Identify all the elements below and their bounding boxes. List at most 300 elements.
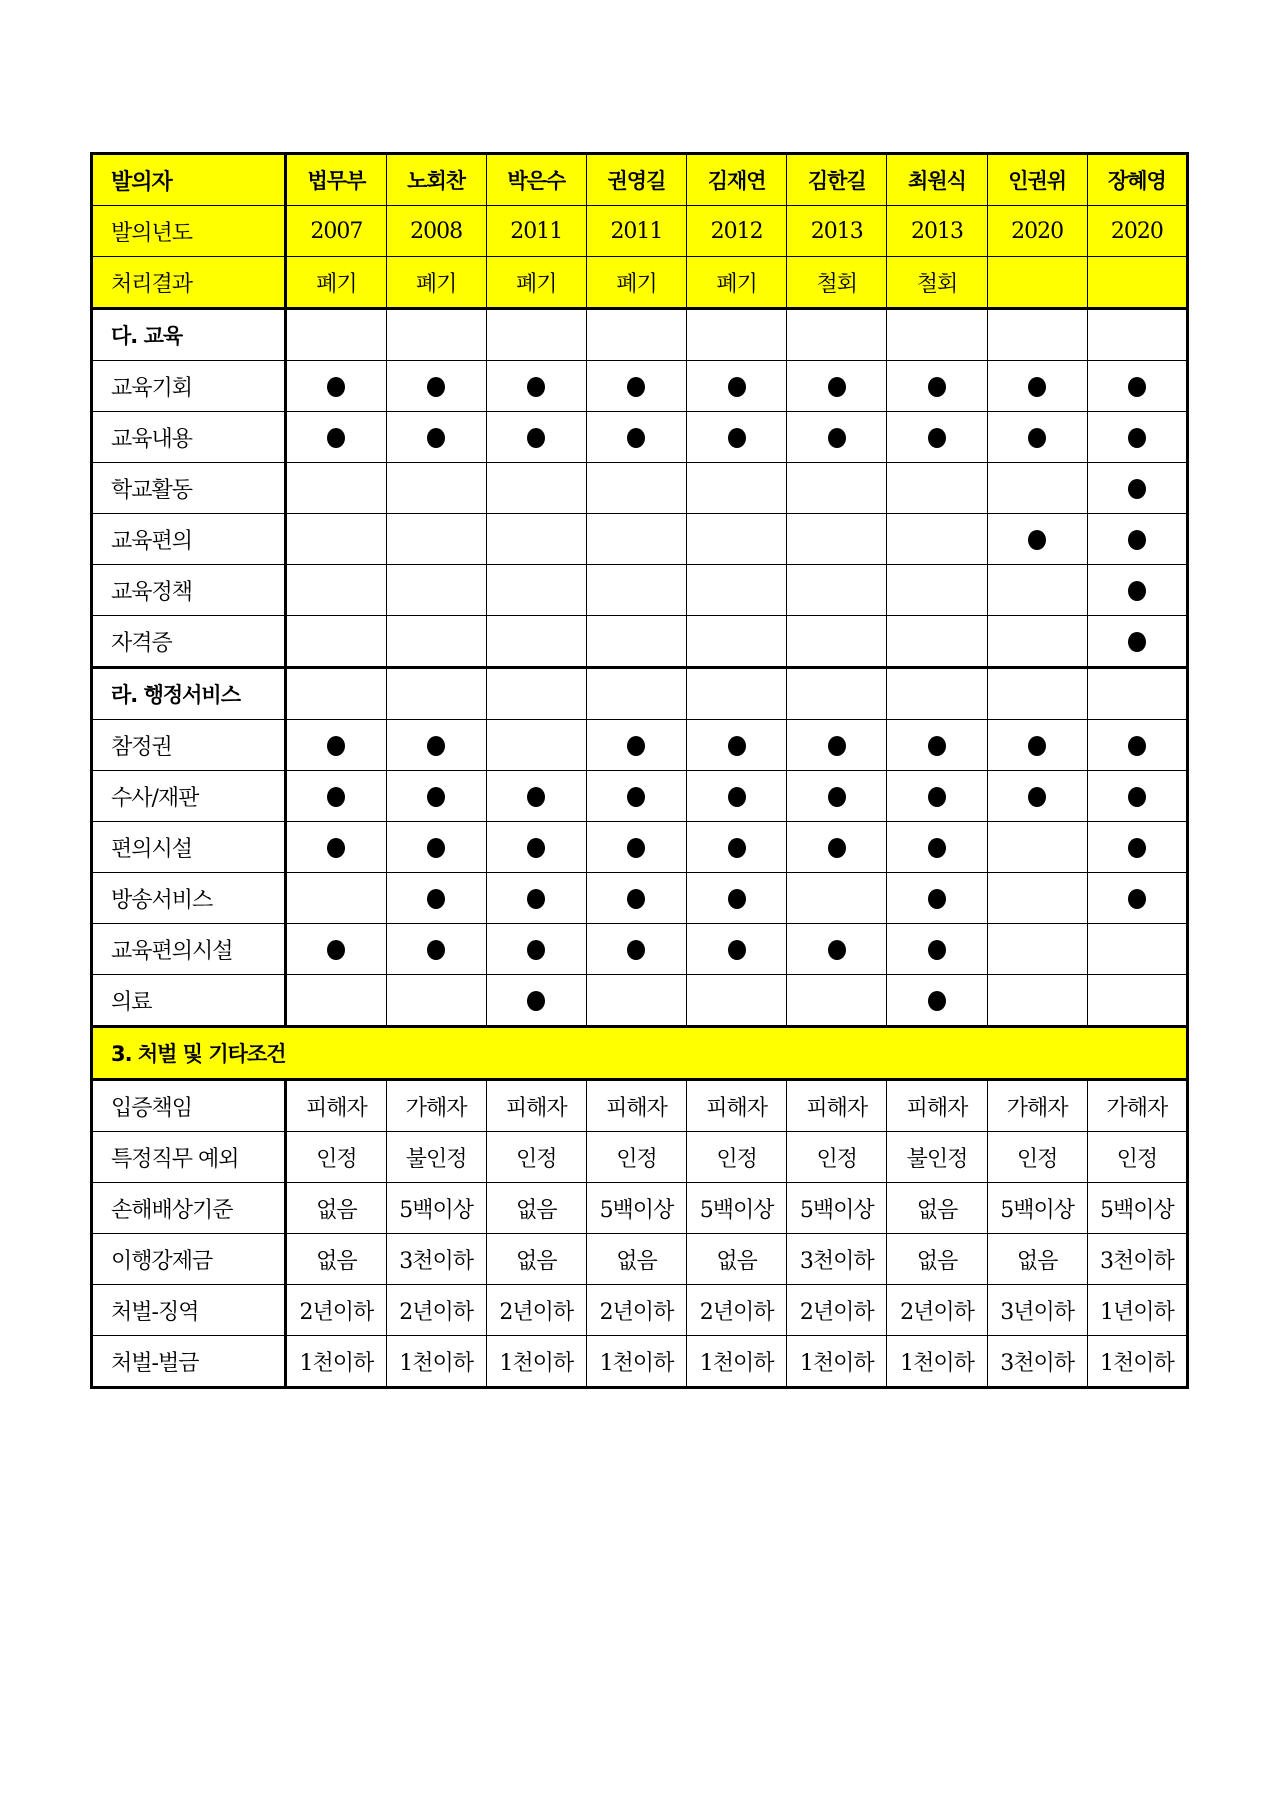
filled-circle-icon [327, 787, 345, 807]
mark-cell [586, 873, 686, 924]
row-label: 교육기회 [92, 361, 286, 412]
year-cell: 2011 [586, 206, 686, 257]
mark-cell [687, 361, 787, 412]
mark-cell [286, 873, 386, 924]
year-cell: 2013 [787, 206, 887, 257]
mark-cell [586, 412, 686, 463]
mark-cell [887, 361, 987, 412]
table-row [92, 1183, 1188, 1234]
mark-cell [687, 975, 787, 1027]
mark-cell [486, 463, 586, 514]
year-cell: 2007 [286, 206, 386, 257]
filled-circle-icon [1028, 377, 1046, 397]
table-row [92, 1285, 1188, 1336]
mark-cell [887, 771, 987, 822]
filled-circle-icon [327, 377, 345, 397]
table-row [92, 412, 1188, 463]
value-cell: 5백이상 [1087, 1183, 1187, 1234]
filled-circle-icon [828, 838, 846, 858]
mark-cell [787, 616, 887, 668]
mark-cell [486, 771, 586, 822]
filled-circle-icon [728, 736, 746, 756]
value-cell: 1천이하 [586, 1336, 686, 1388]
filled-circle-icon [327, 736, 345, 756]
mark-cell [787, 514, 887, 565]
value-cell: 불인정 [386, 1132, 486, 1183]
filled-circle-icon [627, 736, 645, 756]
mark-cell [987, 975, 1087, 1027]
mark-cell [486, 873, 586, 924]
filled-circle-icon [928, 428, 946, 448]
mark-cell [286, 565, 386, 616]
table-row [92, 565, 1188, 616]
mark-cell [1087, 975, 1187, 1027]
mark-cell [486, 616, 586, 668]
mark-cell [386, 463, 486, 514]
mark-cell [1087, 412, 1187, 463]
section-title: 다. 교육 [92, 309, 286, 361]
mark-cell [1087, 565, 1187, 616]
table-row [92, 873, 1188, 924]
filled-circle-icon [427, 838, 445, 858]
row-label: 교육정책 [92, 565, 286, 616]
mark-cell [987, 720, 1087, 771]
table-row [92, 771, 1188, 822]
filled-circle-icon [1128, 428, 1146, 448]
result-cell: 철회 [887, 257, 987, 309]
result-cell: 폐기 [286, 257, 386, 309]
mark-cell [787, 720, 887, 771]
value-cell: 3천이하 [1087, 1234, 1187, 1285]
column-header: 김한길 [787, 154, 887, 206]
value-cell: 3천이하 [386, 1234, 486, 1285]
value-cell: 가해자 [386, 1080, 486, 1132]
filled-circle-icon [728, 940, 746, 960]
value-cell: 5백이상 [687, 1183, 787, 1234]
value-cell: 1천이하 [787, 1336, 887, 1388]
filled-circle-icon [527, 940, 545, 960]
value-cell: 없음 [286, 1234, 386, 1285]
mark-cell [386, 412, 486, 463]
value-cell: 없음 [586, 1234, 686, 1285]
value-cell: 인정 [687, 1132, 787, 1183]
mark-cell [386, 720, 486, 771]
table-row [92, 616, 1188, 668]
mark-cell [887, 924, 987, 975]
section-title: 라. 행정서비스 [92, 668, 286, 720]
value-cell: 없음 [987, 1234, 1087, 1285]
value-cell: 인정 [486, 1132, 586, 1183]
value-cell: 5백이상 [987, 1183, 1087, 1234]
mark-cell [687, 771, 787, 822]
filled-circle-icon [728, 838, 746, 858]
mark-cell [286, 616, 386, 668]
mark-cell [386, 822, 486, 873]
value-cell: 인정 [586, 1132, 686, 1183]
empty-cell [1087, 309, 1187, 361]
value-cell: 없음 [486, 1234, 586, 1285]
row-label: 손해배상기준 [92, 1183, 286, 1234]
value-cell: 2년이하 [486, 1285, 586, 1336]
value-cell: 가해자 [1087, 1080, 1187, 1132]
mark-cell [486, 412, 586, 463]
filled-circle-icon [627, 428, 645, 448]
filled-circle-icon [1128, 530, 1146, 550]
filled-circle-icon [327, 428, 345, 448]
mark-cell [586, 565, 686, 616]
value-cell: 인정 [1087, 1132, 1187, 1183]
value-cell: 가해자 [987, 1080, 1087, 1132]
mark-cell [1087, 924, 1187, 975]
empty-cell [787, 668, 887, 720]
row-label: 학교활동 [92, 463, 286, 514]
table-row [92, 1336, 1188, 1388]
mark-cell [887, 463, 987, 514]
mark-cell [1087, 720, 1187, 771]
mark-cell [286, 361, 386, 412]
mark-cell [887, 565, 987, 616]
mark-cell [987, 361, 1087, 412]
mark-cell [687, 924, 787, 975]
empty-cell [687, 309, 787, 361]
value-cell: 피해자 [687, 1080, 787, 1132]
filled-circle-icon [527, 991, 545, 1011]
row-label: 이행강제금 [92, 1234, 286, 1285]
filled-circle-icon [627, 377, 645, 397]
mark-cell [586, 975, 686, 1027]
table-row [92, 822, 1188, 873]
mark-cell [286, 924, 386, 975]
table-row [92, 514, 1188, 565]
value-cell: 1천이하 [687, 1336, 787, 1388]
value-cell: 2년이하 [687, 1285, 787, 1336]
filled-circle-icon [1128, 787, 1146, 807]
mark-cell [687, 720, 787, 771]
value-cell: 2년이하 [286, 1285, 386, 1336]
value-cell: 없음 [887, 1183, 987, 1234]
filled-circle-icon [828, 736, 846, 756]
filled-circle-icon [1028, 530, 1046, 550]
empty-cell [386, 309, 486, 361]
mark-cell [486, 361, 586, 412]
mark-cell [286, 514, 386, 565]
year-label: 발의년도 [92, 206, 286, 257]
mark-cell [586, 616, 686, 668]
row-label: 교육내용 [92, 412, 286, 463]
filled-circle-icon [828, 787, 846, 807]
document-page [90, 152, 1189, 1389]
value-cell: 1천이하 [286, 1336, 386, 1388]
value-cell: 5백이상 [586, 1183, 686, 1234]
mark-cell [887, 720, 987, 771]
value-cell: 3천이하 [987, 1336, 1087, 1388]
mark-cell [1087, 463, 1187, 514]
filled-circle-icon [327, 838, 345, 858]
year-cell: 2011 [486, 206, 586, 257]
mark-cell [987, 514, 1087, 565]
mark-cell [987, 565, 1087, 616]
mark-cell [286, 720, 386, 771]
value-cell: 3년이하 [987, 1285, 1087, 1336]
mark-cell [987, 924, 1087, 975]
result-label: 처리결과 [92, 257, 286, 309]
year-cell: 2020 [987, 206, 1087, 257]
mark-cell [386, 873, 486, 924]
row-label: 입증책임 [92, 1080, 286, 1132]
column-header: 법무부 [286, 154, 386, 206]
value-cell: 없음 [286, 1183, 386, 1234]
filled-circle-icon [928, 377, 946, 397]
mark-cell [486, 720, 586, 771]
filled-circle-icon [928, 736, 946, 756]
filled-circle-icon [527, 428, 545, 448]
year-row [92, 206, 1188, 257]
table-row [92, 975, 1188, 1027]
value-cell: 1천이하 [386, 1336, 486, 1388]
mark-cell [687, 873, 787, 924]
mark-cell [286, 463, 386, 514]
mark-cell [787, 873, 887, 924]
result-cell: 폐기 [486, 257, 586, 309]
row-label: 처벌-징역 [92, 1285, 286, 1336]
year-cell: 2020 [1087, 206, 1187, 257]
mark-cell [386, 616, 486, 668]
row-label: 교육편의 [92, 514, 286, 565]
filled-circle-icon [728, 787, 746, 807]
column-header: 박은수 [486, 154, 586, 206]
filled-circle-icon [928, 940, 946, 960]
mark-cell [687, 616, 787, 668]
value-cell: 피해자 [787, 1080, 887, 1132]
mark-cell [887, 412, 987, 463]
mark-cell [987, 412, 1087, 463]
filled-circle-icon [1128, 632, 1146, 652]
value-cell: 1천이하 [486, 1336, 586, 1388]
filled-circle-icon [1128, 377, 1146, 397]
header-label: 발의자 [92, 154, 286, 206]
mark-cell [1087, 616, 1187, 668]
filled-circle-icon [928, 991, 946, 1011]
value-cell: 피해자 [586, 1080, 686, 1132]
row-label: 교육편의시설 [92, 924, 286, 975]
value-cell: 1년이하 [1087, 1285, 1187, 1336]
table-row [92, 1132, 1188, 1183]
table-row [92, 1080, 1188, 1132]
value-cell: 1천이하 [887, 1336, 987, 1388]
value-cell: 없음 [887, 1234, 987, 1285]
filled-circle-icon [427, 428, 445, 448]
mark-cell [687, 514, 787, 565]
mark-cell [1087, 771, 1187, 822]
value-cell: 없음 [687, 1234, 787, 1285]
value-cell: 인정 [987, 1132, 1087, 1183]
mark-cell [887, 873, 987, 924]
mark-cell [787, 463, 887, 514]
mark-cell [586, 822, 686, 873]
mark-cell [486, 975, 586, 1027]
year-cell: 2012 [687, 206, 787, 257]
mark-cell [1087, 873, 1187, 924]
mark-cell [586, 361, 686, 412]
mark-cell [486, 822, 586, 873]
filled-circle-icon [828, 940, 846, 960]
section-row-education [92, 309, 1188, 361]
filled-circle-icon [1128, 736, 1146, 756]
mark-cell [687, 463, 787, 514]
empty-cell [486, 309, 586, 361]
mark-cell [1087, 822, 1187, 873]
value-cell: 피해자 [887, 1080, 987, 1132]
filled-circle-icon [1128, 479, 1146, 499]
section-row-penalty [92, 1027, 1188, 1080]
year-cell: 2013 [887, 206, 987, 257]
mark-cell [1087, 361, 1187, 412]
filled-circle-icon [728, 428, 746, 448]
mark-cell [787, 771, 887, 822]
empty-cell [787, 309, 887, 361]
filled-circle-icon [527, 377, 545, 397]
column-header: 권영길 [586, 154, 686, 206]
row-label: 참정권 [92, 720, 286, 771]
row-label: 수사/재판 [92, 771, 286, 822]
empty-cell [486, 668, 586, 720]
empty-cell [286, 309, 386, 361]
filled-circle-icon [627, 787, 645, 807]
value-cell: 없음 [486, 1183, 586, 1234]
filled-circle-icon [1028, 428, 1046, 448]
filled-circle-icon [1028, 787, 1046, 807]
table-row [92, 924, 1188, 975]
mark-cell [787, 975, 887, 1027]
mark-cell [787, 412, 887, 463]
mark-cell [386, 361, 486, 412]
row-label: 특정직무 예외 [92, 1132, 286, 1183]
mark-cell [286, 975, 386, 1027]
row-label: 편의시설 [92, 822, 286, 873]
column-header: 김재연 [687, 154, 787, 206]
mark-cell [787, 565, 887, 616]
section-row-admin [92, 668, 1188, 720]
row-label: 처벌-벌금 [92, 1336, 286, 1388]
mark-cell [887, 616, 987, 668]
result-cell [987, 257, 1087, 309]
empty-cell [987, 309, 1087, 361]
mark-cell [586, 771, 686, 822]
mark-cell [687, 412, 787, 463]
filled-circle-icon [828, 377, 846, 397]
filled-circle-icon [728, 889, 746, 909]
mark-cell [386, 975, 486, 1027]
filled-circle-icon [627, 889, 645, 909]
column-header: 최원식 [887, 154, 987, 206]
filled-circle-icon [427, 736, 445, 756]
row-label: 의료 [92, 975, 286, 1027]
value-cell: 5백이상 [787, 1183, 887, 1234]
filled-circle-icon [627, 838, 645, 858]
filled-circle-icon [1128, 838, 1146, 858]
row-label: 자격증 [92, 616, 286, 668]
filled-circle-icon [527, 787, 545, 807]
mark-cell [486, 514, 586, 565]
empty-cell [386, 668, 486, 720]
mark-cell [687, 565, 787, 616]
bill-comparison-table [90, 152, 1189, 1389]
mark-cell [386, 771, 486, 822]
value-cell: 5백이상 [386, 1183, 486, 1234]
filled-circle-icon [828, 428, 846, 448]
result-row [92, 257, 1188, 309]
filled-circle-icon [527, 889, 545, 909]
filled-circle-icon [627, 940, 645, 960]
value-cell: 불인정 [887, 1132, 987, 1183]
empty-cell [586, 309, 686, 361]
column-header: 장혜영 [1087, 154, 1187, 206]
mark-cell [887, 975, 987, 1027]
empty-cell [1087, 668, 1187, 720]
mark-cell [586, 514, 686, 565]
value-cell: 2년이하 [586, 1285, 686, 1336]
mark-cell [386, 924, 486, 975]
empty-cell [987, 668, 1087, 720]
value-cell: 2년이하 [787, 1285, 887, 1336]
result-cell: 폐기 [386, 257, 486, 309]
result-cell: 철회 [787, 257, 887, 309]
filled-circle-icon [928, 889, 946, 909]
value-cell: 1천이하 [1087, 1336, 1187, 1388]
result-cell: 폐기 [586, 257, 686, 309]
filled-circle-icon [527, 838, 545, 858]
empty-cell [286, 668, 386, 720]
mark-cell [286, 412, 386, 463]
mark-cell [286, 822, 386, 873]
mark-cell [987, 822, 1087, 873]
result-cell [1087, 257, 1187, 309]
empty-cell [687, 668, 787, 720]
filled-circle-icon [427, 940, 445, 960]
header-row [92, 154, 1188, 206]
mark-cell [386, 565, 486, 616]
row-label: 방송서비스 [92, 873, 286, 924]
filled-circle-icon [928, 838, 946, 858]
filled-circle-icon [427, 377, 445, 397]
mark-cell [386, 514, 486, 565]
value-cell: 2년이하 [386, 1285, 486, 1336]
mark-cell [1087, 514, 1187, 565]
empty-cell [887, 668, 987, 720]
filled-circle-icon [1128, 889, 1146, 909]
filled-circle-icon [1028, 736, 1046, 756]
empty-cell [586, 668, 686, 720]
filled-circle-icon [928, 787, 946, 807]
mark-cell [987, 771, 1087, 822]
filled-circle-icon [1128, 581, 1146, 601]
value-cell: 인정 [286, 1132, 386, 1183]
mark-cell [787, 924, 887, 975]
mark-cell [987, 873, 1087, 924]
filled-circle-icon [728, 377, 746, 397]
year-cell: 2008 [386, 206, 486, 257]
mark-cell [586, 720, 686, 771]
mark-cell [687, 822, 787, 873]
mark-cell [586, 463, 686, 514]
value-cell: 인정 [787, 1132, 887, 1183]
mark-cell [486, 565, 586, 616]
value-cell: 3천이하 [787, 1234, 887, 1285]
result-cell: 폐기 [687, 257, 787, 309]
value-cell: 피해자 [486, 1080, 586, 1132]
section-title: 3. 처벌 및 기타조건 [92, 1027, 1188, 1080]
mark-cell [987, 616, 1087, 668]
